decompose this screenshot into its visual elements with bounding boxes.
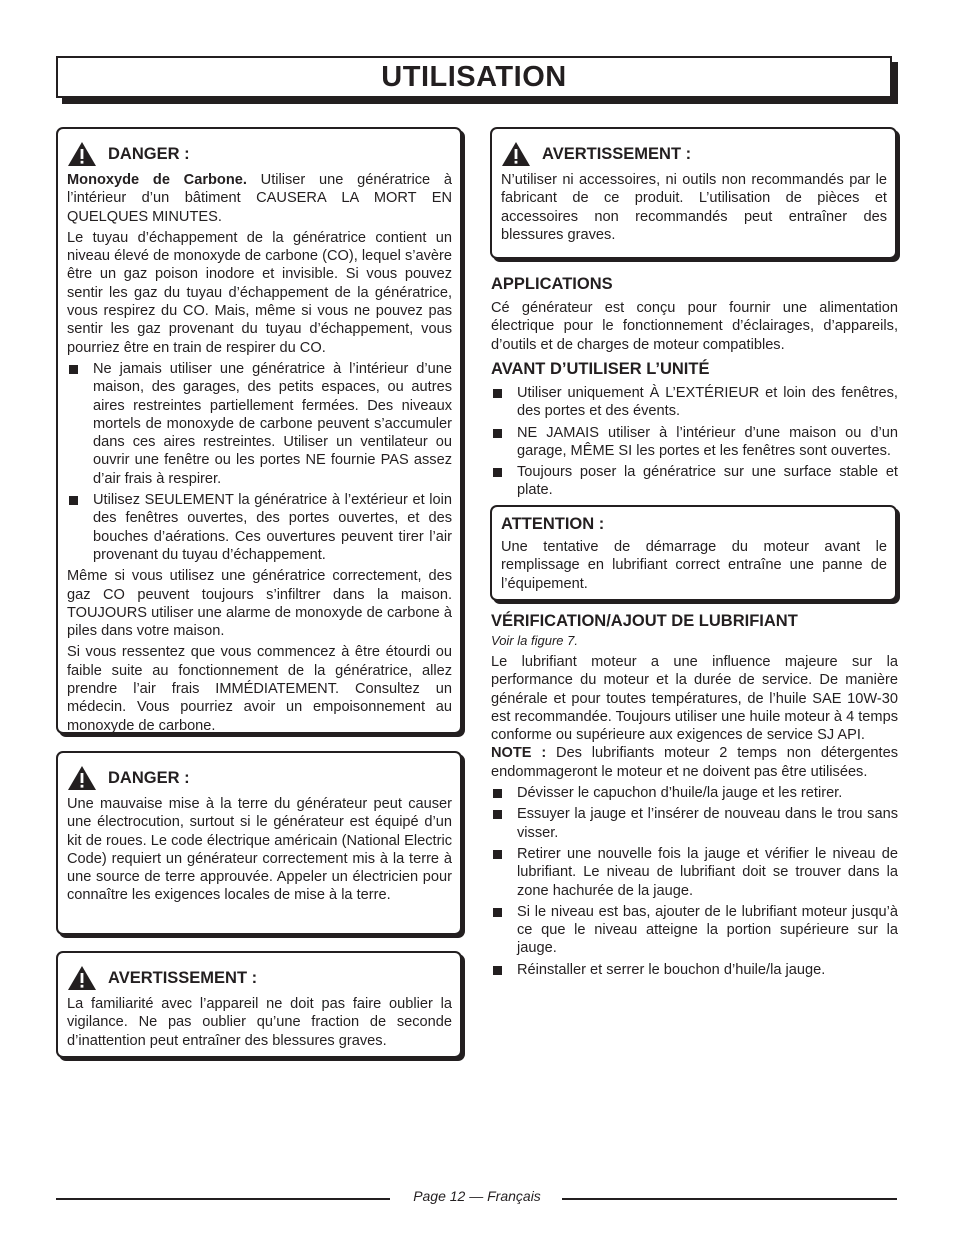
danger-paragraph: Le tuyau d’échappement de la génératrice contient un niveau élevé de monoxyde de carbone (CO), lequel s’avère être un gaz poison inodore et invisible. Si vous pouvez sentir les gaz du tuyau d’échappement de la génératrice, vous respirez du CO. Mais, même si vous ne pouvez pas sentir les gaz provenant du tuyau d’échappement, vous pourriez être en train de respirer du CO. [67,229,452,356]
danger-paragraph: Même si vous utilisez une génératrice correctement, des gaz CO peuvent toujours s’infiltrer dans la maison. TOUJOURS utiliser une alarme de monoxyde de carbone à piles dans votre maison. [67,568,452,640]
attention-heading: ATTENTION : [501,515,605,533]
list-item [67,491,452,564]
bullet-square-icon [493,389,502,398]
attention-box [490,505,897,601]
list-item [491,463,898,500]
list-item [491,805,898,842]
note-label: NOTE : [491,745,547,762]
warning-triangle-icon [501,141,531,167]
bullet-square-icon [493,908,502,917]
applications-heading: APPLICATIONS [491,275,613,293]
list-item-text: Utilisez SEULEMENT la génératrice à l’extérieur et loin des fenêtres ouvertes, des portes ouvertes, et des bouches d’aérations. Ces ouvertures peuvent tirer l’air provenant du tuyau d’échappement. [93,492,452,563]
danger-lead-bold: Monoxyde de Carbone. [67,172,247,188]
bullet-square-icon [69,496,78,505]
bullet-square-icon [493,789,502,798]
list-item-text: Retirer une nouvelle fois la jauge et vérifier le niveau de lubrifiant. Le niveau de lubrifiant doit se trouver dans la zone hachurée de la jauge. [517,845,898,899]
attention-text: Une tentative de démarrage du moteur avant le remplissage en lubrifiant correct entraîne une panne de l’équipement. [501,539,887,592]
list-item-text: Ne jamais utiliser une génératrice à l’intérieur d’une maison, des garages, des petits espaces, ou autres aires restreintes partiellement fermées. Des niveaux mortels de monoxyde de carbone peuvent s’accumuler dans ces aires restreintes. Utiliser un ventilateur ou ouvrir une fenêtre ou les portes NE fournie PAS assez d’air frais à respirer. [93,360,452,487]
list-item-text: NE JAMAIS utiliser à l’intérieur d’une maison ou d’un garage, MÊME SI les portes et les fenêtres sont ouvertes. [517,424,898,459]
list-item [491,784,898,802]
warning-heading: AVERTISSEMENT : [108,968,258,987]
warning-header [67,963,452,993]
list-item [491,903,898,958]
danger-lead [67,171,452,226]
warning-text: N’utiliser ni accessoires, ni outils non recommandés par le fabricant de ce produit. L’utilisation de pièces et accessoires non recommandés peut entraîner des blessures graves. [501,172,887,243]
list-item [67,360,452,488]
bullet-square-icon [493,810,502,819]
lubricant-heading: VÉRIFICATION/AJOUT DE LUBRIFIANT [491,612,798,630]
list-item [491,961,898,979]
note-text: Des lubrifiants moteur 2 temps non détergentes endommageront le moteur et ne doivent pas être utilisées. [491,745,898,780]
before-use-section [491,384,898,503]
footer-rule-left [56,1198,390,1200]
page-title: UTILISATION [381,61,567,93]
before-use-heading: AVANT D’UTILISER L’UNITÉ [491,360,710,378]
danger-paragraph: Si vous ressentez que vous commencez à être étourdi ou faible suite au fonctionnement de la génératrice, allez prendre l’air frais IMMÉDIATEMENT. Consultez un médecin. Vous pourriez avoir un empoisonnement au monoxyde de carbone. [67,644,452,734]
list-item-text: Essuyer la jauge et l’insérer de nouveau dans le trou sans visser. [517,806,898,841]
list-item-text: Si le niveau est bas, ajouter de le lubrifiant moteur jusqu’à ce que le niveau atteigne la portion supérieure sur la jauge. [517,903,898,957]
warning-header [501,139,887,169]
danger-box-carbon-monoxide [56,127,462,734]
figure-reference: Voir la figure 7. [491,633,578,648]
lubricant-note [491,744,898,781]
danger-header [67,139,452,169]
warning-box-vigilance [56,951,462,1058]
lubricant-section [491,633,898,982]
warning-text: La familiarité avec l’appareil ne doit pas faire oublier la vigilance. Ne pas oublier qu’une fraction de seconde d’inattention peut entraîner des blessures graves. [67,996,452,1049]
bullet-square-icon [493,429,502,438]
applications-text: Cé générateur est conçu pour fournir une alimentation électrique pour le fonctionnement d’éclairages, d’appareils, d’outils et de charges de moteur compatibles. [491,300,898,353]
bullet-square-icon [69,365,78,374]
list-item-text: Réinstaller et serrer le bouchon d’huile/la jauge. [517,961,826,978]
bullet-square-icon [493,468,502,477]
page-footer: Page 12 — Français [413,1188,541,1204]
danger-heading: DANGER : [108,768,190,787]
warning-triangle-icon [67,965,97,991]
list-item [491,845,898,900]
list-item-text: Toujours poser la génératrice sur une surface stable et plate. [517,464,898,499]
bullet-square-icon [493,966,502,975]
danger-lead-text: Utiliser une génératrice à l’intérieur d’un bâtiment CAUSERA LA MORT EN QUELQUES MINUTES. [67,172,452,225]
lubricant-text: Le lubrifiant moteur a une influence majeure sur la performance du moteur et la durée de service. De manière générale et pour toutes températures, de l’huile SAE 10W-30 est recommandée. Toujours utiliser une huile moteur à 4 temps conforme ou supérieure aux exigences de service SJ API. [491,654,898,744]
footer-rule-right [562,1198,897,1200]
list-item [491,384,898,421]
warning-box-accessories [490,127,897,259]
warning-triangle-icon [67,141,97,167]
danger-box-grounding [56,751,462,935]
list-item-text: Dévisser le capuchon d’huile/la jauge et les retirer. [517,785,843,802]
danger-text: Une mauvaise mise à la terre du générateur peut causer une électrocution, surtout si le générateur est équipé d’un kit de roues. Le code électrique américain (National Electric Code) requiert un générateur correctement mis à la terre à une source de terre approuvée. Appeler un électricien pour connaître les exigences locales de mise à la terre. [67,796,452,904]
list-item [491,424,898,461]
applications-section [491,299,898,354]
page-title-bar [56,56,892,98]
list-item-text: Utiliser uniquement À L’EXTÉRIEUR et loin des fenêtres, des portes et des évents. [517,385,898,420]
warning-triangle-icon [67,765,97,791]
danger-heading: DANGER : [108,144,190,163]
warning-heading: AVERTISSEMENT : [542,144,692,163]
danger-header [67,763,452,793]
bullet-square-icon [493,850,502,859]
